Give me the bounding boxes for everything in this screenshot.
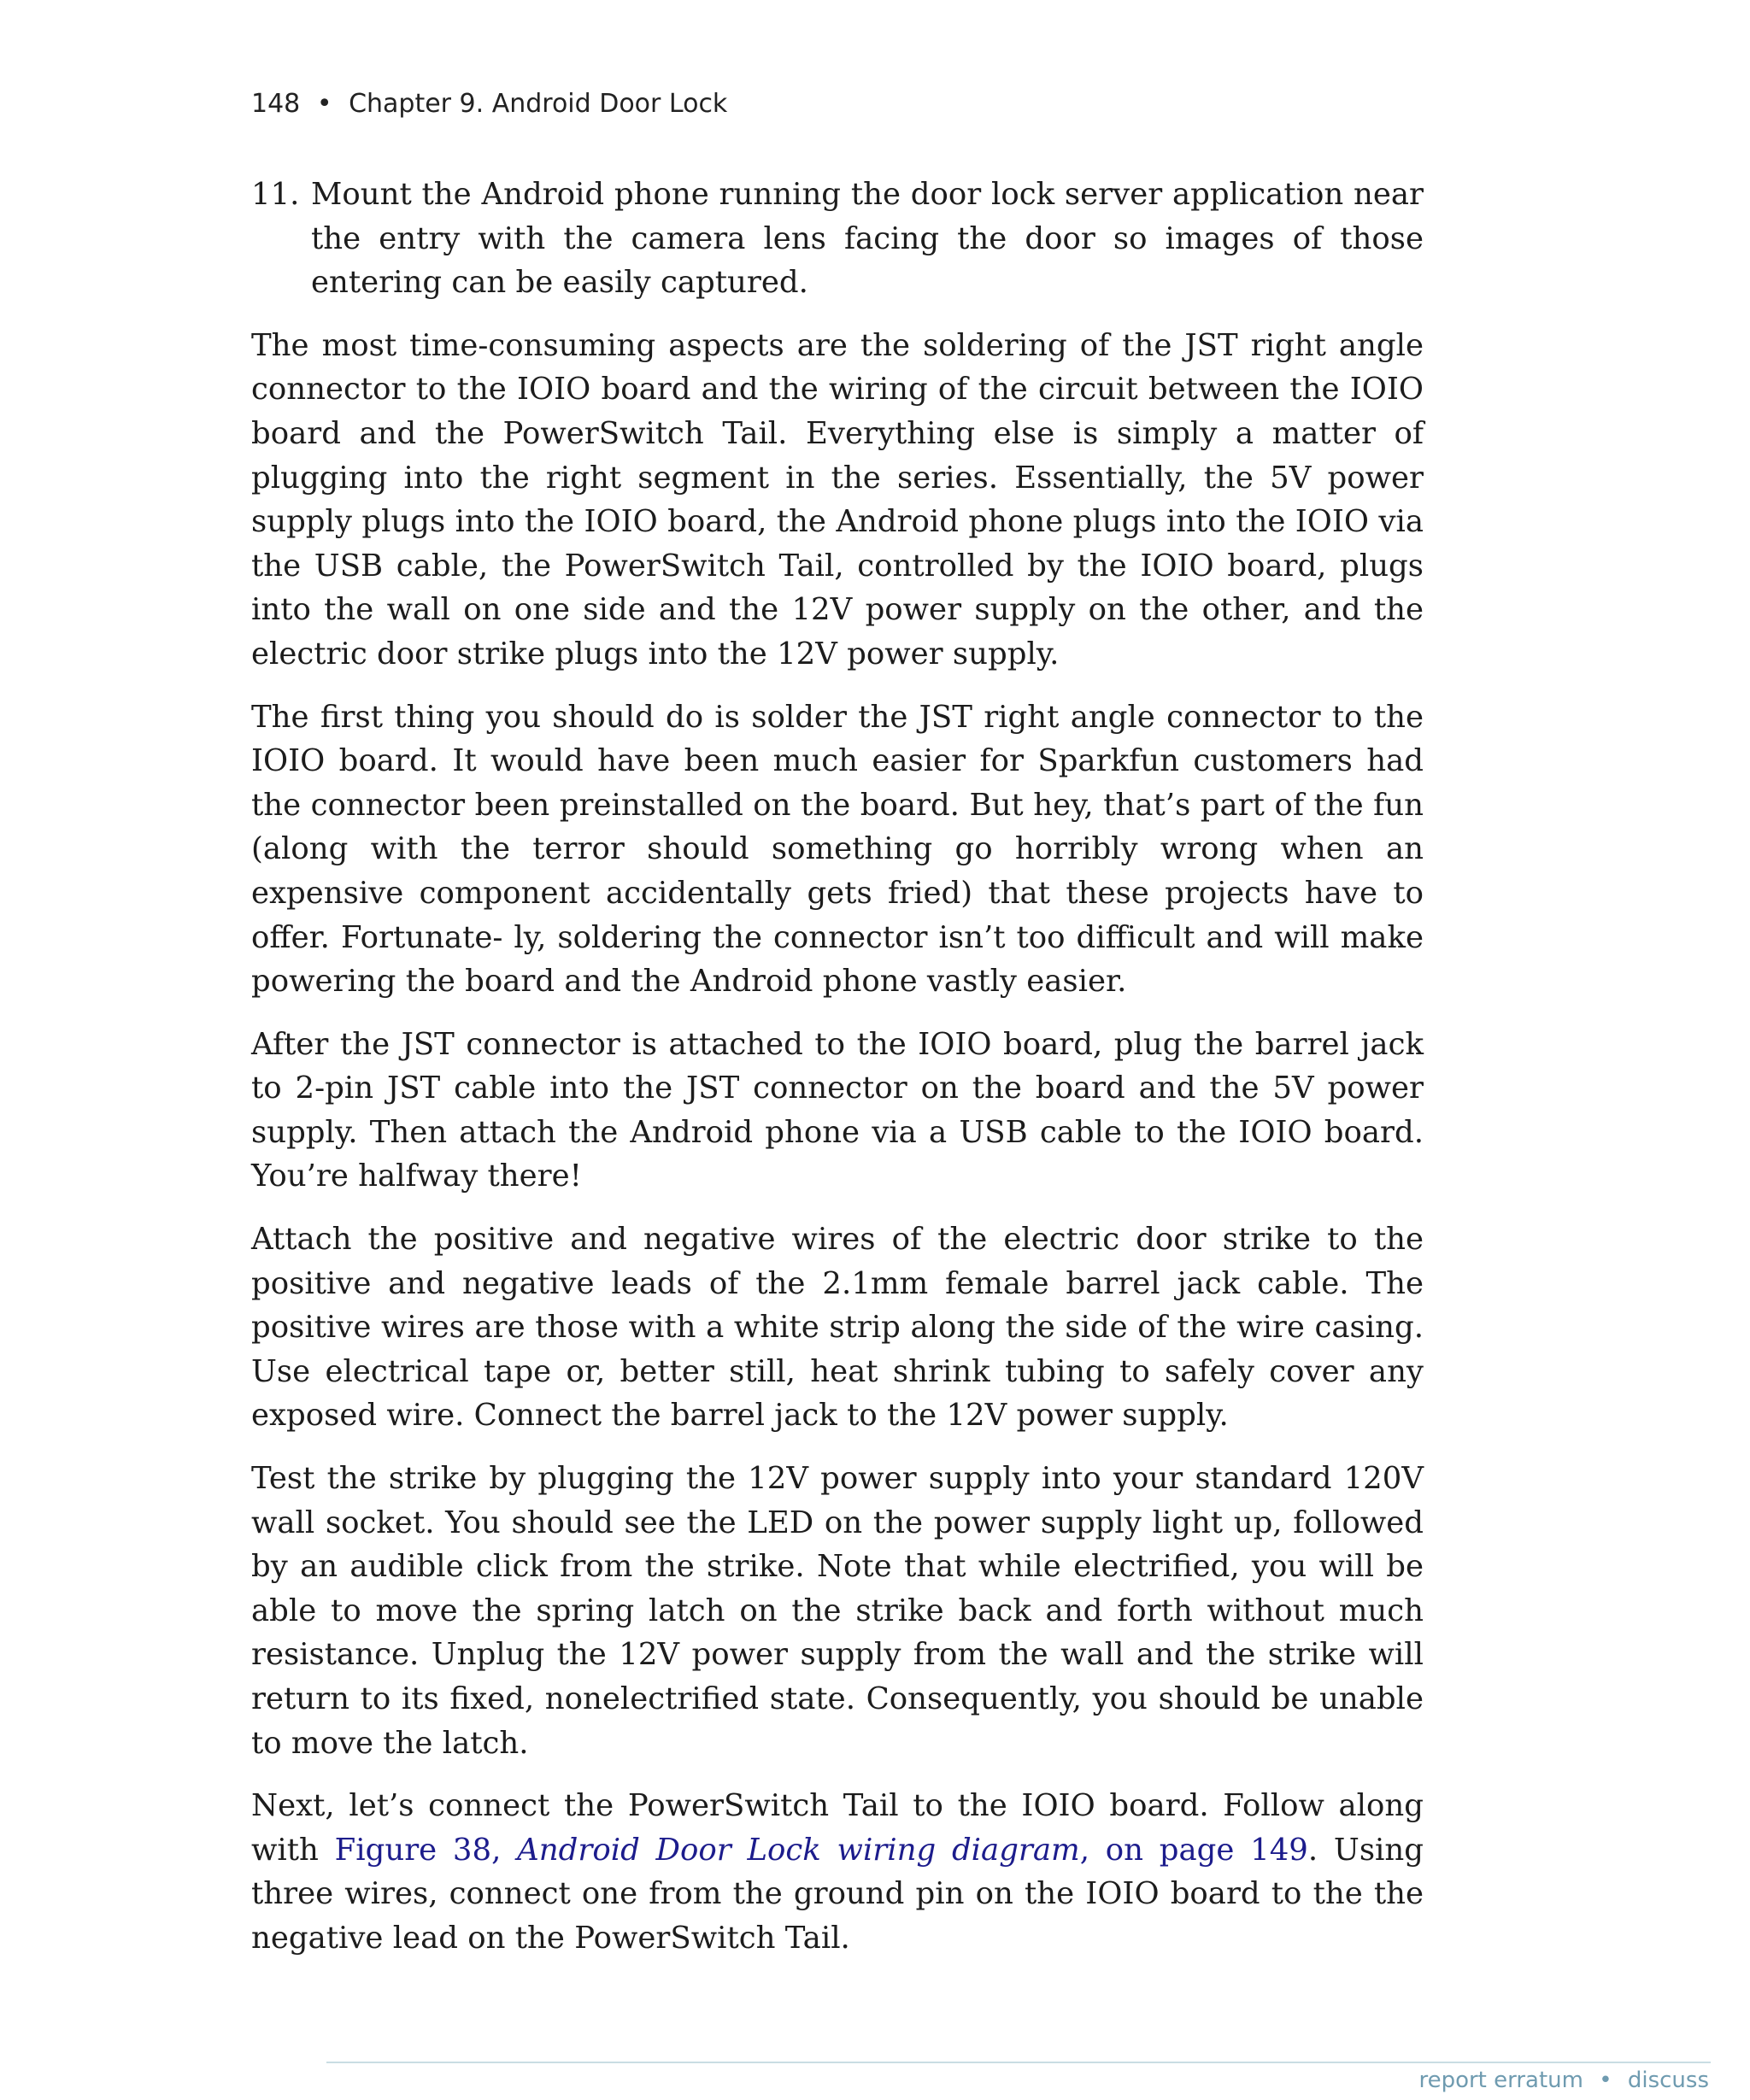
chapter-title: Chapter 9. Android Door Lock bbox=[349, 89, 728, 119]
paragraph: After the JST connector is attached to the IOIO board, plug the barrel jack to 2-pin JST cable into the JST connector on the board and the 5V power supply. Then attach the Android phone via a USB cable to the IOIO board. You’re halfway there! bbox=[251, 1026, 1424, 1194]
paragraph: The first thing you should do is solder the JST right angle connector to the IOIO board. It would have been much easier for Sparkfun customers had the connector been preinstalled on the board. But hey, that’s part of the fun (along with the terror should something go horribly wrong when an expensive component accidentally gets fried) that these projects have to offer. Fortunate- ly, soldering the connector isn’t too difficult and will make powering the board and the Android phone vastly easier. bbox=[251, 699, 1424, 1000]
figure-cross-reference-link[interactable] bbox=[335, 1833, 1308, 1868]
xref-page: , on page 149 bbox=[1079, 1832, 1308, 1868]
xref-prefix: Figure 38, bbox=[334, 1832, 518, 1868]
step-number: 11. bbox=[251, 177, 300, 212]
paragraph-with-xref bbox=[251, 1784, 1424, 1960]
paragraph-text-before-link: Next, let’s connect the PowerSwitch Tail to the IOIO board. Follow along with bbox=[251, 1788, 1424, 1868]
footer-divider bbox=[326, 2062, 1711, 2063]
page-number: 148 bbox=[251, 89, 301, 119]
report-erratum-link[interactable]: report erratum bbox=[1418, 2068, 1583, 2093]
xref-figure-title: Android Door Lock wiring diagram bbox=[517, 1832, 1080, 1868]
discuss-link[interactable]: discuss bbox=[1627, 2068, 1709, 2093]
paragraph: Attach the positive and negative wires of the electric door strike to the positive and negative leads of the 2.1mm female barrel jack cable. The positive wires are those with a white strip along the side of the wire casing. Use electrical tape or, better still, heat shrink tubing to safely cover any exposed wire. Connect the barrel jack to the 12V power supply. bbox=[251, 1222, 1424, 1434]
numbered-step bbox=[251, 173, 1424, 305]
paragraph: The most time-consuming aspects are the soldering of the JST right angle connector to the IOIO board and the wiring of the circuit between the IOIO board and the PowerSwitch Tail. Everything else is simply a matter of plugging into the right segment in the series. Essentially, the 5V power supply plugs into the IOIO board, the Android phone plugs into the IOIO via the USB cable, the PowerSwitch Tail, controlled by the IOIO board, plugs into the wall on one side and the 12V power supply on the other, and the electric door strike plugs into the 12V power supply. bbox=[251, 327, 1424, 672]
running-header bbox=[251, 89, 727, 119]
step-text: Mount the Android phone running the door lock server application near the entry with the camera lens facing the door so images of those entering can be easily captured. bbox=[311, 177, 1424, 301]
page-body bbox=[251, 173, 1424, 1980]
paragraph: Test the strike by plugging the 12V power supply into your standard 120V wall socket. You should see the LED on the power supply light up, followed by an audible click from the strike. Note that while electrified, you will be able to move the spring latch on the strike back and forth without much resistance. Unplug the 12V power supply from the wall and the strike will return to its fixed, nonelectrified state. Consequently, you should be unable to move the latch. bbox=[251, 1461, 1424, 1761]
footer-bullet: • bbox=[1599, 2068, 1612, 2093]
header-bullet: • bbox=[316, 89, 332, 119]
page-footer bbox=[1418, 2068, 1709, 2093]
paragraph-text-after-link: . Using three wires, connect one from the ground pin on the IOIO board to the the negative lead on the PowerSwitch Tail. bbox=[251, 1832, 1424, 1956]
